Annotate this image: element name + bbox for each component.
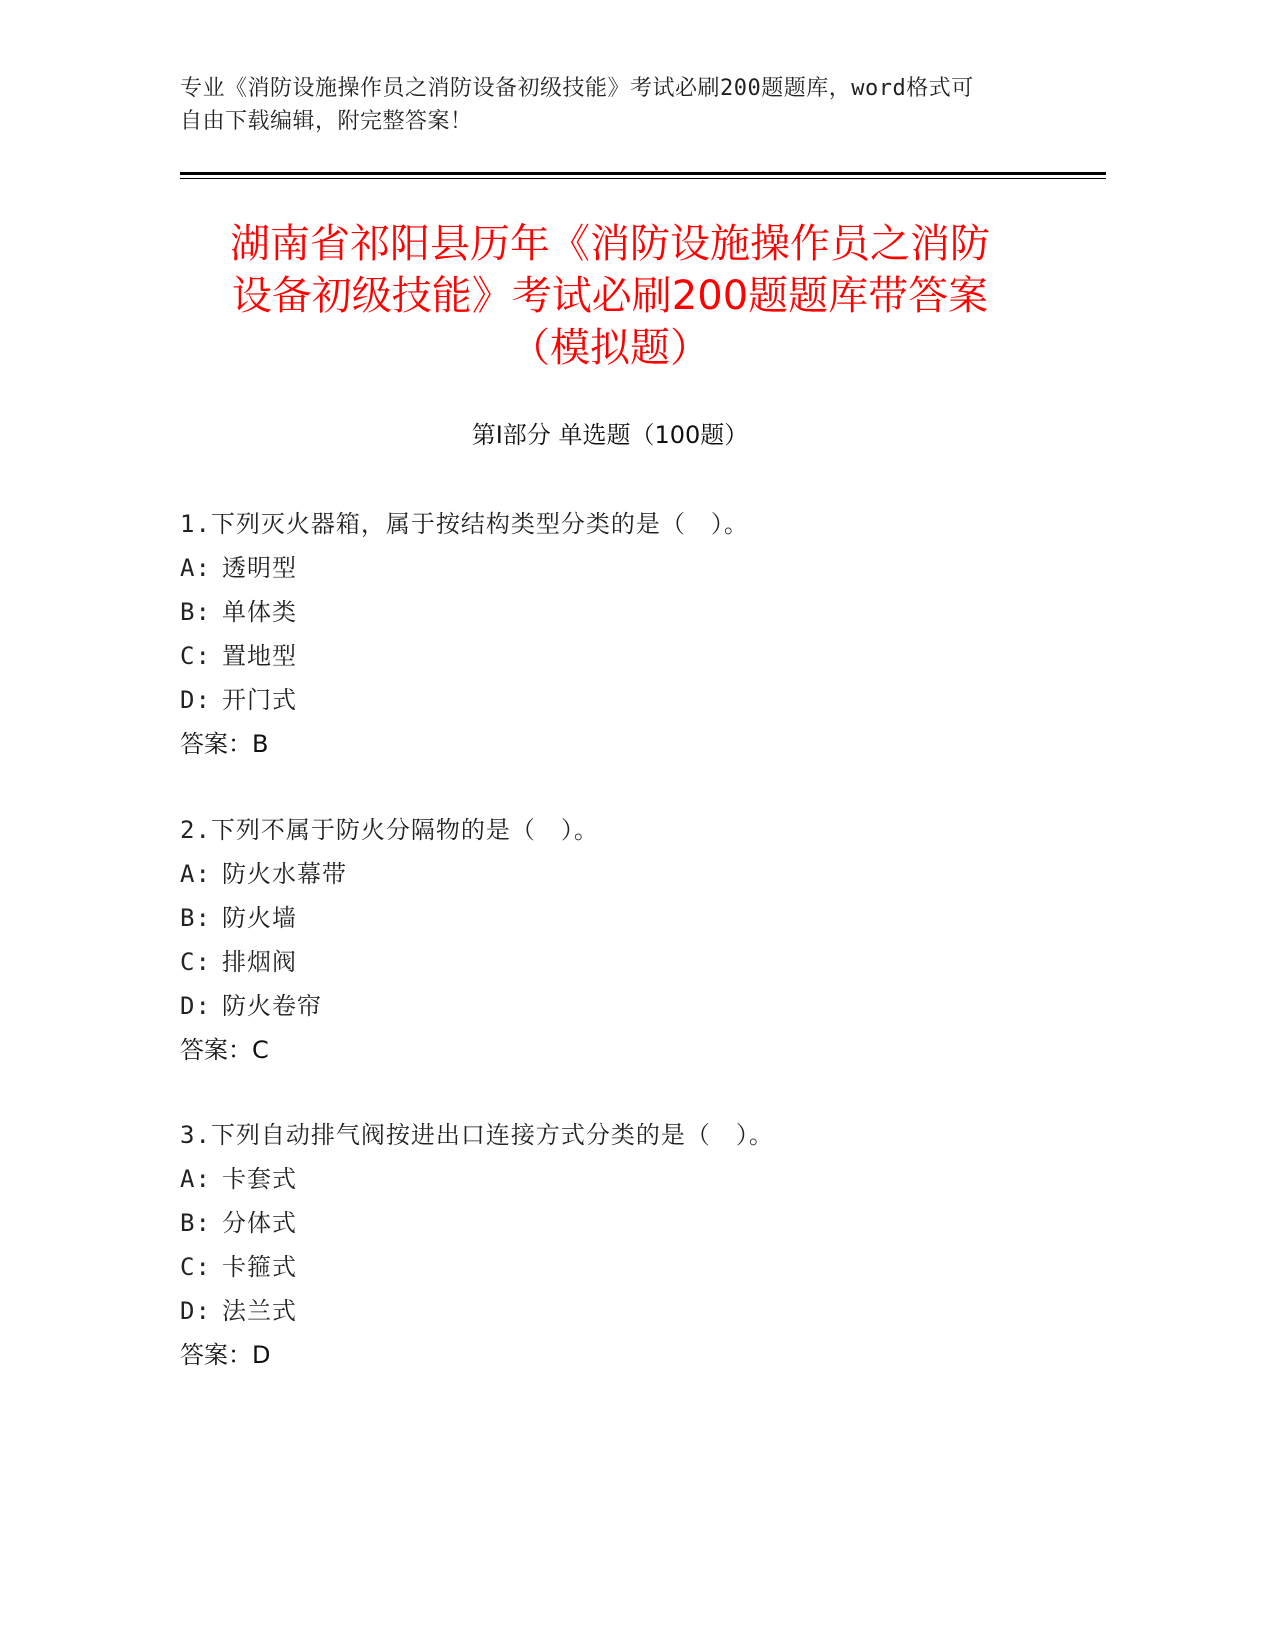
option-letter: A: [180, 1165, 211, 1193]
question-2 [180, 808, 1080, 1072]
option-text: 置地型 [222, 642, 297, 670]
option-c [180, 1245, 1080, 1289]
option-text: 透明型 [222, 554, 297, 582]
option-letter: A: [180, 860, 211, 888]
header-divider-thick [180, 172, 1106, 175]
option-a [180, 546, 1080, 590]
header-note-line-2: 自由下载编辑，附完整答案！ [180, 109, 473, 134]
option-text: 卡套式 [222, 1165, 297, 1193]
option-text: 卡箍式 [222, 1253, 297, 1281]
option-letter: D: [180, 686, 211, 714]
option-letter: B: [180, 598, 211, 626]
question-stem: 3.下列自动排气阀按进出口连接方式分类的是（ ）。 [180, 1121, 774, 1149]
option-letter: C: [180, 1253, 211, 1281]
answer: 答案：C [180, 1036, 269, 1064]
option-text: 单体类 [222, 598, 297, 626]
option-c [180, 940, 1080, 984]
option-text: 开门式 [222, 686, 297, 714]
option-letter: C: [180, 948, 211, 976]
question-stem: 2.下列不属于防火分隔物的是（ ）。 [180, 816, 599, 844]
question-1 [180, 502, 1080, 766]
option-a [180, 852, 1080, 896]
option-b [180, 590, 1080, 634]
option-letter: D: [180, 1297, 211, 1325]
option-text: 法兰式 [222, 1297, 297, 1325]
option-letter: B: [180, 904, 211, 932]
header-note-line-1: 专业《消防设施操作员之消防设备初级技能》考试必刷200题题库，word格式可 [180, 76, 974, 101]
option-c [180, 634, 1080, 678]
option-b [180, 1201, 1080, 1245]
document-title-line-3: （模拟题） [510, 325, 710, 371]
option-d [180, 678, 1080, 722]
option-letter: C: [180, 642, 211, 670]
option-text: 防火水幕带 [222, 860, 347, 888]
document-title [180, 218, 1040, 374]
option-text: 排烟阀 [222, 948, 297, 976]
option-text: 防火卷帘 [222, 992, 322, 1020]
document-title-line-2: 设备初级技能》考试必刷200题题库带答案 [231, 273, 989, 319]
option-d [180, 1289, 1080, 1333]
option-text: 防火墙 [222, 904, 297, 932]
question-3 [180, 1113, 1080, 1377]
section-heading: 第Ⅰ部分 单选题（100题） [471, 421, 749, 449]
option-b [180, 896, 1080, 940]
header-note [180, 72, 1100, 138]
option-text: 分体式 [222, 1209, 297, 1237]
option-letter: B: [180, 1209, 211, 1237]
question-stem: 1.下列灭火器箱，属于按结构类型分类的是（ ）。 [180, 510, 749, 538]
option-d [180, 984, 1080, 1028]
header-divider-thin [180, 178, 1106, 179]
answer: 答案：D [180, 1341, 271, 1369]
option-a [180, 1157, 1080, 1201]
answer: 答案：B [180, 730, 269, 758]
document-title-line-1: 湖南省祁阳县历年《消防设施操作员之消防 [230, 221, 990, 267]
option-letter: D: [180, 992, 211, 1020]
option-letter: A: [180, 554, 211, 582]
